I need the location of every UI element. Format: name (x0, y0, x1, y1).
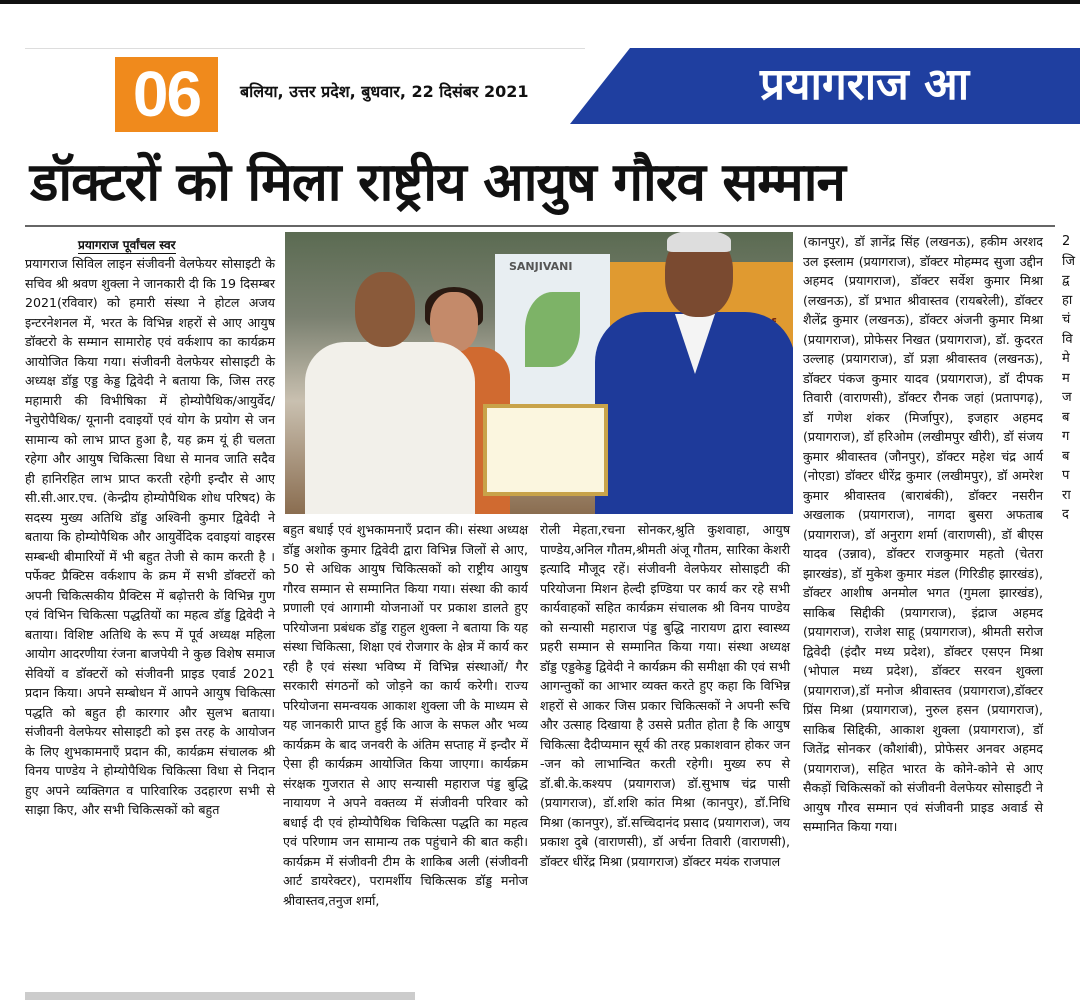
column-text: रोली मेहता,रचना सोनकर,श्रुति कुशवाहा, आयुष पाण्डेय,अनिल गौतम,श्रीमती अंजू गौतम, सारिका केशरी इत्यादि मौजूद रहें। संजीवनी वेलफेयर सोसाइटी की परियोजना मिशन हेल्दी इण्डिया पर कार्य कर रहे सभी कार्यवाहकों सहित कार्यक्रम संचालक श्री विनय पाण्डेय को सन्यासी महाराज पंड्ड बुद्धि नारायण द्वारा स्वास्थ्य प्रहरी सम्मान से सम्मानित किया गया। संस्था अध्यक्ष डॉड्ड एड्डकेड्ड द्विवेदी ने कार्यक्रम की समीक्षा की एवं सभी आगन्तुकों का आभार व्यक्त करते हुए कहा कि विभिन्न शहरों से आकर जिस प्रकार चिकित्सकों ने अपनी रूचि और उत्साह दिखाया है उससे प्रतीत होता है कि आयुष चिकित्सा दैदीप्यमान सूर्य की तरह प्रकाशवान होकर जन -जन को लाभान्वित करती रहेगी। मुख्य रुप से डॉ.बी.के.कश्यप (प्रयागराज) डॉ.सुभाष चंद्र पासी (प्रयागराज), डॉ.शशि कांत मिश्रा (कानपुर), डॉ.निधि मिश्रा (कानपुर), डॉ.सच्चिदानंद प्रसाद (प्रयागराज), जय प्रकाश दुबे (वाराणसी), डॉ अर्चना तिवारी (वाराणसी), डॉक्टर धीरेंद्र मिश्रा (प्रयागराज) डॉक्टर मयंक राजपाल (540, 522, 790, 869)
article-byline: प्रयागराज पूर्वांचल स्वर (78, 238, 176, 252)
dateline: बलिया, उत्तर प्रदेश, बुधवार, 22 दिसंबर 2021 (240, 82, 529, 101)
headline-rule (25, 225, 1055, 227)
top-border (0, 0, 1080, 4)
bottom-strip (25, 992, 415, 1000)
certificate-frame (483, 404, 608, 496)
article-column-1 (25, 254, 275, 820)
article-headline: डॉक्टरों को मिला राष्ट्रीय आयुष गौरव सम्मान (30, 152, 845, 213)
column-text: (कानपुर), डॉ ज्ञानेंद्र सिंह (लखनऊ), हकीम अरशद उल इस्लाम (प्रयागराज), डॉक्टर मोहम्मद सुजा उद्दीन अहमद (प्रयागराज), डॉक्टर सर्वेश कुमार मिश्रा (लखनऊ), डॉ प्रभात श्रीवास्तव (रायबरेली), डॉक्टर शैलेंद्र कुमार (लखनऊ), डॉक्टर अंजनी कुमार मिश्रा (प्रयागराज), प्रोफेसर निखत (प्रयागराज), डॉ. कुदरत उल्लाह (प्रयागराज), डॉ प्रज्ञा श्रीवास्तव (लखनऊ), डॉक्टर पंकज कुमार यादव (प्रयागराज), डॉ दीपक तिवारी (वाराणसी), डॉक्टर रौनक जहां (प्रतापगढ़), डॉ गणेश शंकर (मिर्जापुर), इजहार अहमद (प्रयागराज), डॉ हरिओम (लखीमपुर खीरी), डॉ संजय कुमार श्रीवास्तव (जौनपुर), डॉक्टर महेश चंद्र आर्य (नोएडा) डॉक्टर धीरेंद्र कुमार (लखीमपुर), डॉ अमरेश कुमार श्रीवास्तव (बाराबंकी), डॉक्टर नसरीन अखलाक (प्रयागराज), नागदा बुसरा अफताब (प्रयागराज), डॉ अनुराग शर्मा (वाराणसी), डॉ बीएस यादव (उन्नाव), डॉक्टर राजकुमार महतो (चेतरा झारखंड), डॉ मुकेश कुमार मंडल (गिरिडीह झारखंड), डॉक्टर आशीष अनमोल भगत (गुमला झारखंड), साकिब सिद्दीकी (प्रयागराज), इंद्राज अहमद (प्रयागराज), राजेश साहू (प्रयागराज), श्रीमती सरोज द्विवेदी (इंदौर मध्य प्रदेश), डॉक्टर एसएन मिश्रा (भोपाल मध्य प्रदेश), डॉक्टर सरवन शुक्ला (प्रयागराज),डॉ मनोज श्रीवास्तव (प्रयागराज),डॉक्टर प्रिंस मिश्रा (प्रयागराज), नुरुल हसन (प्रयागराज), साकिब सिद्दिकी, आकाश शुक्ला (प्रयागराज), डॉ जितेंद्र सोनकर (कौशांबी), प्रोफेसर अनवर अहमद (प्रयागराज), सहित भारत के कोने-कोने से आए सैकड़ों चिकित्सकों को संजीवनी वेलफेयर सोसाइटी ने आयुष गौरव सम्मान एवं संजीवनी प्राइड अवार्ड से सम्मानित किया गया। (803, 234, 1043, 834)
photo-person-left (305, 272, 475, 512)
photo-banner-text: SANJIVANI (509, 260, 573, 273)
leaf-logo (525, 292, 580, 367)
section-title: प्रयागराज आ (760, 59, 970, 110)
adjacent-article-fragment (1062, 232, 1080, 852)
column-text: प्रयागराज सिविल लाइन संजीवनी वेलफेयर सोसाइटी के सचिव श्री श्रवण शुक्ला ने जानकारी दी कि 19 दिसम्बर 2021(रविवार) को हमारी संस्था ने होटल अजय इन्टरनेशनल में, भरत के विभिन्न शहरों से आए आयुष डॉक्टरो के सम्मान सामारोह एवं वर्कशाप का कार्यक्रम आयोजित किया गया। संजीवनी वेलफेयर सोसाइटी के अध्यक्ष डॉड्ड एड्ड केड्ड द्विवेदी ने बताया कि, जिस तरह महामारी की विभीषिका में होम्योपैथिक/आयुर्वेद/ नेचुरोपैथिक/ यूनानी दवाइयों एवं योग के प्रयोग से जन सामान्य को लाभ प्राप्त हुआ है, यह क्रम यूं ही चलता रहेगा और आयुष चिकित्सा विधा से मानव जाति सदैव ही हानिरहित लाभ प्राप्त करती रहेगी इन्दौर से आए सी.सी.आर.एच. (केन्द्रीय होम्योपैथिक शोध परिषद) के सदस्य मुख्य अतिथि डॉड्ड अश्विनी कुमार द्विवेदी ने बताया कि होम्योपैथिक और आयुर्वेदिक दवाइयां वाइरस सम्बन्धी बीमारियों में भी बहुत तेजी से काम करती है । पर्फेक्ट प्रैक्टिस वर्कशाप के क्रम में सभी डॉक्टरों को अपनी चिकित्सकीय प्रैक्टिस में बढ़ोत्तरी के विभिन्न गुण एवं विभिन चिकित्सा पद्धतियों का महत्व डॉड्ड द्विवेदी ने बताया। विशिष्ट अतिथि के रूप में पूर्व अध्यक्ष महिला आयोग आदरणीया रंजना बाजपेयी ने कुछ विशेष समाज सेवियों व डॉक्टरों को संजीवनी प्राइड एवार्ड 2021 प्रदान किया। अपने सम्बोधन में आपने आयुष चिकित्सा पद्धति को बहुत ही कारगार और सुलभ बताया। संजीवनी वेलफेयर सोसाइटी को इस तरह के आयोजन के लिए शुभकामनाएँ प्रदान की, कार्यक्रम संचालक श्री विनय पाण्डेय ने होम्योपैथिक चिकित्सा विधा से निदान हुए अपने व्यक्तिगत व पारिवारिक उदहारण सभी से साझा किए, और सभी चिकित्सकों को बहुत (25, 256, 275, 817)
event-photo (285, 232, 793, 514)
fragment-text: 2 जि द्व हा चं वि मे म ज ब ग ब प रा द (1062, 234, 1076, 522)
column-text: बहुत बधाई एवं शुभकामनाएँ प्रदान की। संस्था अध्यक्ष डॉड्ड अशोक कुमार द्विवेदी द्वारा विभिन्न जिलों से आए, 50 से अधिक आयुष चिकित्सकों को राष्ट्रीय आयुष गौरव सम्मान से सम्मानित किया गया। संस्था की कार्य प्रणाली एवं आगामी योजनाओं पर प्रकाश डालते हुए परियोजना प्रबंधक डॉड्ड राहुल शुक्ला ने बताया कि यह संस्था चिकित्सा, शिक्षा एवं रोजगार के क्षेत्र में कार्य कर रही है एवं संस्था भविष्य में विभिन्न संस्थाओं/ गैर सरकारी संगठनों को जोड़ने का कार्य करेगी। राज्य परियोजना समन्वयक आकाश शुक्ला जी के माध्यम से यह जानकारी प्राप्त हुई कि आज के सफल और भव्य कार्यक्रम के बाद जनवरी के अंतिम सप्ताह में इन्दौर में ऐसा ही कार्यक्रम आयोजित किया जाएगा। कार्यक्रम संरक्षक गुजरात से आए सन्यासी महाराज पंड्ड बुद्धि नायायण ने अपने वक्तव्य में संजीवनी परिवार को बधाई दी एवं होम्योपैथिक चिकित्सा पद्धति का महत्व एवं परिणाम जन सामान्य तक पहुंचाने की बात कही। कार्यक्रम में संजीवनी टीम के शाकिब अली (संजीवनी आर्ट डायरेक्टर), परामर्शीय चिकित्सक डॉड्ड मनोज श्रीवास्तव,तनुज शर्मा, (283, 522, 528, 908)
article-column-4 (803, 232, 1043, 837)
article-column-3 (540, 520, 790, 871)
article-column-2 (283, 520, 528, 910)
page-number: 06 (115, 57, 218, 132)
photo-person-right (585, 232, 793, 514)
